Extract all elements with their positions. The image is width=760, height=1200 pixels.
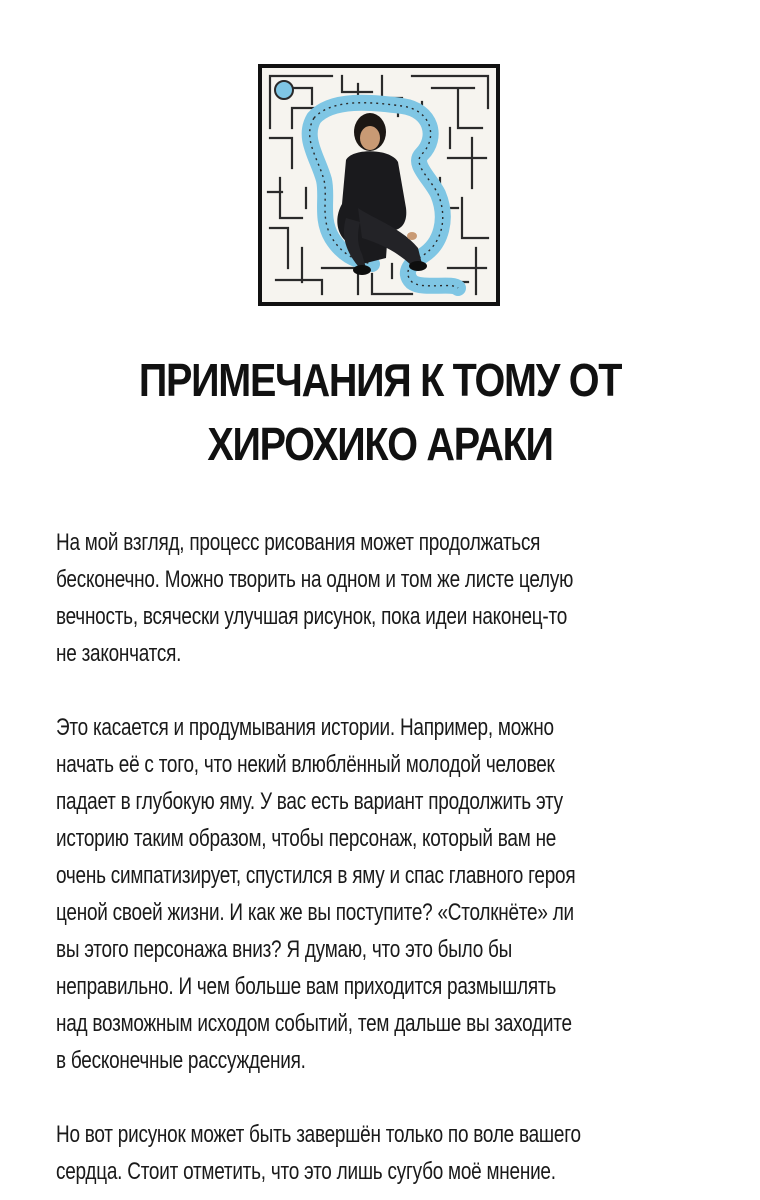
text-line: начать её с того, что некий влюблённый молодой человек — [56, 751, 555, 778]
text-line: Но вот рисунок может быть завершён только по воле вашего — [56, 1121, 581, 1148]
text-line: На мой взгляд, процесс рисования может продолжаться — [56, 529, 541, 556]
paragraph-1 — [56, 524, 656, 672]
maze-portrait-illustration — [262, 68, 496, 302]
text-line: вы этого персонажа вниз? Я думаю, что это было бы — [56, 936, 513, 963]
text-line: падает в глубокую яму. У вас есть вариант продолжить эту — [56, 788, 563, 815]
text-line: в бесконечные рассуждения. — [56, 1047, 306, 1074]
notes-body — [56, 524, 656, 1190]
text-line: вечность, всячески улучшая рисунок, пока идеи наконец-то — [56, 603, 568, 630]
text-line: бесконечно. Можно творить на одном и том же листе целую — [56, 566, 574, 593]
text-line: над возможным исходом событий, тем дальше вы заходите — [56, 1010, 572, 1037]
text-line: неправильно. И чем больше вам приходится размышлять — [56, 973, 556, 1000]
title-line: ПРИМЕЧАНИЯ К ТОМУ ОТ — [138, 354, 622, 406]
text-line: историю таким образом, чтобы персонаж, который вам не — [56, 825, 557, 852]
paragraph-2 — [56, 709, 656, 1079]
text-line: очень симпатизирует, спустился в яму и спас главного героя — [56, 862, 576, 889]
author-portrait — [258, 64, 500, 306]
text-line: Это касается и продумывания истории. Например, можно — [56, 714, 554, 741]
title-line: ХИРОХИКО АРАКИ — [207, 418, 553, 470]
paragraph-3 — [56, 1116, 656, 1190]
page-title — [88, 348, 673, 476]
text-line: ценой своей жизни. И как же вы поступите? «Столкнёте» ли — [56, 899, 574, 926]
text-line: не закончатся. — [56, 640, 182, 667]
text-line: сердца. Стоит отметить, что это лишь сугубо моё мнение. — [56, 1158, 556, 1185]
